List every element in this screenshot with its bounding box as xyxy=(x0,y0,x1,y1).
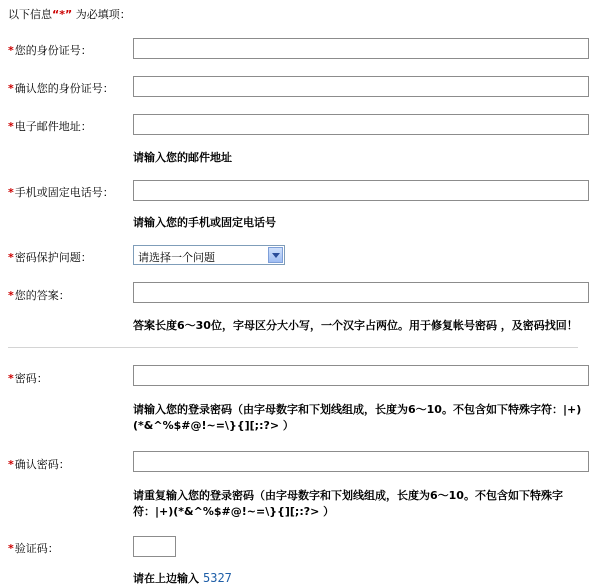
required-note xyxy=(8,6,131,22)
required-note-suffix: 为必填项： xyxy=(75,8,131,21)
answer-label xyxy=(8,287,70,303)
answer-hint: 答案长度6～30位，字母区分大小写，一个汉字占两位。用于修复帐号密码 ，及密码找回！ xyxy=(133,319,578,332)
email-label xyxy=(8,118,92,134)
email-input[interactable] xyxy=(133,114,589,135)
phone-input[interactable] xyxy=(133,180,589,201)
phone-label xyxy=(8,184,114,200)
captcha-label-text: 验证码： xyxy=(14,542,59,555)
security-question-label-text: 密码保护问题： xyxy=(14,251,92,264)
required-asterisk: * xyxy=(8,289,14,302)
captcha-hint-text: 请在上边输入 xyxy=(133,572,199,585)
confirm-id-input[interactable] xyxy=(133,76,589,97)
security-question-select[interactable] xyxy=(133,245,285,265)
required-asterisk: * xyxy=(8,44,14,57)
captcha-code: 5327 xyxy=(203,571,232,585)
required-asterisk: * xyxy=(8,372,14,385)
security-question-label xyxy=(8,249,92,265)
confirm-id-label-text: 确认您的身份证号： xyxy=(14,82,114,95)
security-question-value: 请选择一个问题 xyxy=(138,251,215,264)
required-asterisk: * xyxy=(8,542,14,555)
password-hint: 请输入您的登录密码（由字母数字和下划线组成，长度为6～10。不包含如下特殊字符：|+)(*&^%$#@!~=\}{][;:?> ） xyxy=(133,403,582,432)
confirm-password-label xyxy=(8,456,70,472)
confirm-password-label-text: 确认密码： xyxy=(14,458,70,471)
required-note-prefix: 以下信息 xyxy=(8,8,52,21)
chevron-down-icon[interactable] xyxy=(268,247,283,263)
required-note-mark: “*” xyxy=(52,8,73,21)
confirm-password-hint: 请重复输入您的登录密码（由字母数字和下划线组成，长度为6～10。不包含如下特殊字符：|+)(*&^%$#@!~=\}{][;:?> ） xyxy=(133,489,563,518)
email-hint: 请输入您的邮件地址 xyxy=(133,151,232,164)
required-asterisk: * xyxy=(8,82,14,95)
required-asterisk: * xyxy=(8,120,14,133)
confirm-id-label xyxy=(8,80,114,96)
phone-label-text: 手机或固定电话号： xyxy=(14,186,114,199)
answer-label-text: 您的答案： xyxy=(14,289,70,302)
captcha-hint xyxy=(133,570,588,587)
required-asterisk: * xyxy=(8,251,14,264)
phone-hint: 请输入您的手机或固定电话号 xyxy=(133,216,276,229)
confirm-password-input[interactable] xyxy=(133,451,589,472)
password-label-text: 密码： xyxy=(14,372,48,385)
id-number-label xyxy=(8,42,92,58)
captcha-label xyxy=(8,540,59,556)
email-label-text: 电子邮件地址： xyxy=(14,120,92,133)
answer-input[interactable] xyxy=(133,282,589,303)
required-asterisk: * xyxy=(8,458,14,471)
id-number-label-text: 您的身份证号： xyxy=(14,44,92,57)
password-label xyxy=(8,370,48,386)
captcha-input[interactable] xyxy=(133,536,176,557)
section-divider xyxy=(8,347,578,348)
required-asterisk: * xyxy=(8,186,14,199)
id-number-input[interactable] xyxy=(133,38,589,59)
password-input[interactable] xyxy=(133,365,589,386)
